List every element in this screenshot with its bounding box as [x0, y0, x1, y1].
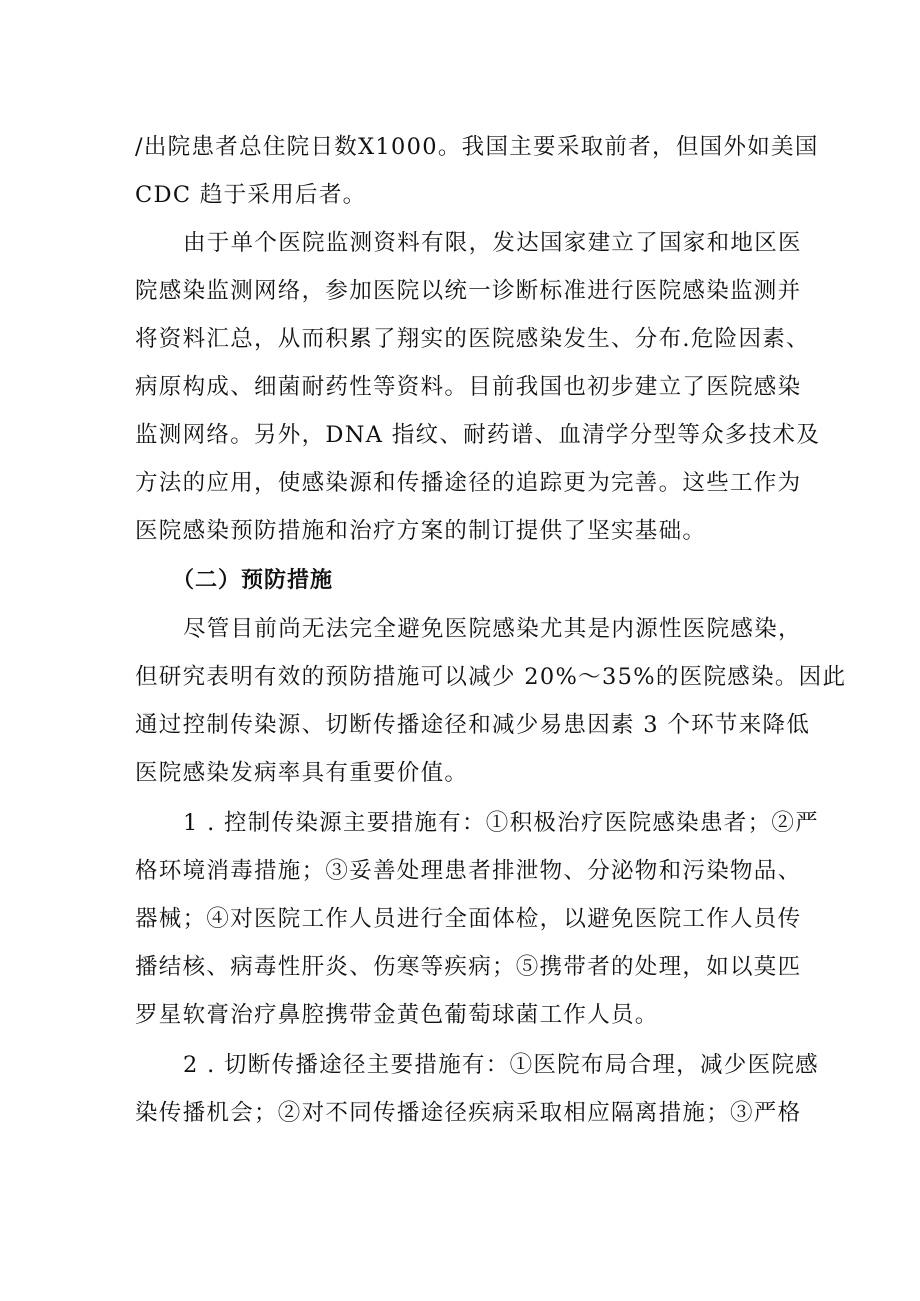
text-line: 染传播机会；②对不同传播途径疾病采取相应隔离措施；③严格	[135, 1100, 802, 1126]
text-line: 罗星软膏治疗鼻腔携带金黄色葡萄球菌工作人员。	[135, 1002, 659, 1028]
list-item-start: 1 . 控制传染源主要措施有：①积极治疗医院感染患者；②严	[183, 810, 819, 836]
text-line: 播结核、病毒性肝炎、伤寒等疾病；⑤携带者的处理，如以莫匹	[135, 954, 802, 980]
text-line: 院感染监测网络，参加医院以统一诊断标准进行医院感染监测并	[135, 278, 802, 304]
text-line: 监测网络。另外，DNA 指纹、耐药谱、血清学分型等众多技术及	[135, 422, 821, 448]
paragraph-start: 由于单个医院监测资料有限，发达国家建立了国家和地区医	[183, 230, 802, 256]
section-heading: （二）预防措施	[172, 568, 334, 593]
text-line: 方法的应用，使感染源和传播途径的追踪更为完善。这些工作为	[135, 470, 802, 496]
text-line: 病原构成、细菌耐药性等资料。目前我国也初步建立了医院感染	[135, 374, 802, 400]
text-line: 医院感染发病率具有重要价值。	[135, 760, 469, 786]
text-line: 医院感染预防措施和治疗方案的制订提供了坚实基础。	[135, 518, 707, 544]
list-item-start: 2 . 切断传播途径主要措施有：①医院布局合理，减少医院感	[183, 1052, 819, 1078]
text-line: 通过控制传染源、切断传播途径和减少易患因素 3 个环节来降低	[135, 712, 811, 738]
text-line: 将资料汇总，从而积累了翔实的医院感染发生、分布.危险因素、	[135, 326, 810, 352]
paragraph-start: 尽管目前尚无法完全避免医院感染尤其是内源性医院感染，	[183, 616, 802, 642]
text-line: CDC 趋于采用后者。	[135, 182, 367, 208]
text-line: /出院患者总住院日数X1000。我国主要采取前者，但国外如美国	[135, 134, 819, 160]
text-line: 但研究表明有效的预防措施可以减少 20%～35%的医院感染。因此	[135, 664, 847, 690]
text-line: 格环境消毒措施；③妥善处理患者排泄物、分泌物和污染物品、	[135, 858, 802, 884]
text-line: 器械；④对医院工作人员进行全面体检，以避免医院工作人员传	[135, 906, 802, 932]
